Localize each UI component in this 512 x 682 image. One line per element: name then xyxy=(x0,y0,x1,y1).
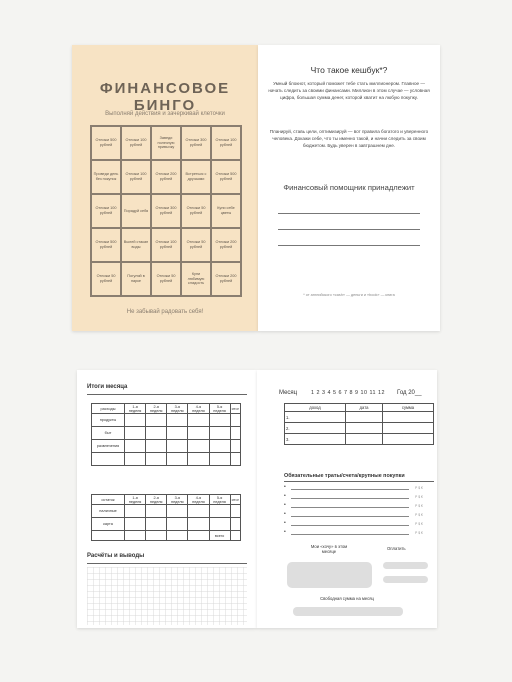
bingo-footer: Не забывай радовать себя! xyxy=(126,309,204,315)
bingo-cell[interactable]: Встреться с друзьями xyxy=(181,160,211,194)
bullet-icon: • xyxy=(284,529,286,535)
column-header: дата xyxy=(346,404,383,412)
bingo-cell[interactable]: Отложи 50 рублей xyxy=(181,228,211,262)
currency-marks: Р $ € xyxy=(415,522,423,526)
week-header: 4-я неделя xyxy=(188,495,209,505)
divider xyxy=(284,481,434,482)
bingo-subtitle: Выполняй действия и зачеркивай клеточки xyxy=(105,111,225,117)
section-title: Обязательные траты/счета/крупные покупки xyxy=(284,473,405,479)
bingo-title: ФИНАНСОВОЕ БИНГО xyxy=(99,80,231,114)
owner-label: Финансовый помощник принадлежит xyxy=(283,183,415,192)
expense-line[interactable] xyxy=(291,534,409,535)
week-header: 2-я неделя xyxy=(146,495,167,505)
row-number: 3. xyxy=(285,434,346,445)
currency-marks: Р $ € xyxy=(415,486,423,490)
free-sum-label: Свободная сумма на месяц xyxy=(320,596,374,601)
bingo-cell[interactable]: Отложи 100 рублей xyxy=(91,194,121,228)
total-label: всего xyxy=(209,531,230,541)
week-header: 1-я неделя xyxy=(125,404,146,414)
year-label: Год 20__ xyxy=(397,390,422,396)
bingo-cell[interactable]: Отложи 100 рублей xyxy=(151,228,181,262)
bingo-cell[interactable]: Проведи день без покупок xyxy=(91,160,121,194)
week-header: 3-я неделя xyxy=(167,495,188,505)
row-label: продукты xyxy=(92,414,125,427)
bingo-cell[interactable]: Отложи 500 рублей xyxy=(91,126,121,160)
free-sum-box[interactable] xyxy=(293,607,403,616)
bingo-cell[interactable]: Отложи 200 рублей xyxy=(211,262,241,296)
bingo-cell[interactable]: Купи любимую сладость xyxy=(181,262,211,296)
week-header: 4-я неделя xyxy=(188,404,209,414)
week-header: 2-я неделя xyxy=(146,404,167,414)
week-header: 5-я неделя xyxy=(209,495,230,505)
expenses-table xyxy=(91,403,241,466)
row-number: 2. xyxy=(285,423,346,434)
bingo-cell[interactable]: Отложи 100 рублей xyxy=(211,126,241,160)
balance-table xyxy=(91,494,241,541)
month-numbers: 1 2 3 4 5 6 7 8 9 10 11 12 xyxy=(311,390,386,396)
expense-line[interactable] xyxy=(291,516,409,517)
intro-title: Что такое кешбук*? xyxy=(310,65,388,75)
currency-marks: Р $ € xyxy=(415,531,423,535)
bingo-cell[interactable]: Отложи 500 рублей xyxy=(211,160,241,194)
bingo-cell[interactable]: Погуляй в парке xyxy=(121,262,151,296)
week-header: 5-я неделя xyxy=(209,404,230,414)
currency-marks: Р $ € xyxy=(415,504,423,508)
income-table xyxy=(284,403,434,445)
column-header: доход xyxy=(285,404,346,412)
divider xyxy=(87,394,247,395)
expense-line[interactable] xyxy=(291,498,409,499)
bullet-icon: • xyxy=(284,484,286,490)
intro-paragraph-2: Планируй, ставь цели, оптимизируй — вот правила богатого и уверенного человека. Докажи себе, что ты именно такой, и начни следить за своим бюджетом. Будь уверен в завтрашнем дне. xyxy=(269,129,429,148)
bingo-grid xyxy=(90,125,242,297)
row-number: 1. xyxy=(285,412,346,423)
pay-box[interactable] xyxy=(383,562,428,569)
expense-line[interactable] xyxy=(291,525,409,526)
week-header: 1-я неделя xyxy=(125,495,146,505)
bingo-cell[interactable]: Отложи 300 рублей xyxy=(181,126,211,160)
row-label: быт xyxy=(92,427,125,440)
bingo-cell[interactable]: Отложи 300 рублей xyxy=(151,194,181,228)
bullet-icon: • xyxy=(284,511,286,517)
row-label: развлечения xyxy=(92,440,125,453)
bingo-cell[interactable]: Отложи 500 рублей xyxy=(91,228,121,262)
expense-line[interactable] xyxy=(291,489,409,490)
month-plan-page xyxy=(257,370,437,628)
divider xyxy=(87,563,247,564)
currency-marks: Р $ € xyxy=(415,513,423,517)
bingo-cell[interactable]: Отложи 200 рублей xyxy=(151,160,181,194)
table-header: остаток xyxy=(92,495,125,505)
bingo-cell[interactable]: Порадуй себя xyxy=(121,194,151,228)
bingo-cell[interactable]: Купи себе цветы xyxy=(211,194,241,228)
bingo-cell[interactable]: Заведи полезную привычку xyxy=(151,126,181,160)
table-header: расходы xyxy=(92,404,125,414)
section-title: Итоги месяца xyxy=(87,384,128,390)
footnote: * от английского «cash» — деньги и «book» — книга xyxy=(303,293,395,297)
bingo-cell[interactable]: Отложи 50 рублей xyxy=(151,262,181,296)
bullet-icon: • xyxy=(284,520,286,526)
bingo-cell[interactable]: Отложи 50 рублей xyxy=(181,194,211,228)
bingo-cell[interactable]: Отложи 50 рублей xyxy=(91,262,121,296)
month-label: Месяц xyxy=(279,390,298,396)
bingo-cell[interactable]: Отложи 100 рублей xyxy=(121,126,151,160)
total-header: итог xyxy=(230,495,240,505)
section-title: Расчёты и выводы xyxy=(87,553,145,559)
currency-marks: Р $ € xyxy=(415,495,423,499)
total-header: итог xyxy=(230,404,240,414)
bullet-icon: • xyxy=(284,493,286,499)
intro-paragraph-1: Умный блокнот, который поможет тебе стать миллионером. Главное — начать следить за своими финансами. Миллион в этом случае — условная цифра, большая сумма денег, которой хватит на любую покупку. xyxy=(268,81,430,100)
pay-box[interactable] xyxy=(383,576,428,583)
notes-grid[interactable] xyxy=(87,567,247,625)
owner-line xyxy=(278,213,420,214)
bingo-cell[interactable]: Отложи 100 рублей xyxy=(121,160,151,194)
wants-label: Мои «хочу» в этом месяце xyxy=(310,544,348,554)
month-summary-page xyxy=(77,370,257,628)
column-header: сумма xyxy=(383,404,434,412)
owner-line xyxy=(278,245,420,246)
row-label: карта xyxy=(92,518,125,531)
bingo-cell[interactable]: Вылей стакан воды xyxy=(121,228,151,262)
bingo-cell[interactable]: Отложи 200 рублей xyxy=(211,228,241,262)
owner-line xyxy=(278,229,420,230)
week-header: 3-я неделя xyxy=(167,404,188,414)
pay-label: Оплатить xyxy=(387,546,406,551)
bingo-page xyxy=(72,45,258,331)
bullet-icon: • xyxy=(284,502,286,508)
cashbook-intro-page xyxy=(258,45,440,331)
expense-line[interactable] xyxy=(291,507,409,508)
row-label: наличные xyxy=(92,505,125,518)
wants-box[interactable] xyxy=(287,562,372,588)
